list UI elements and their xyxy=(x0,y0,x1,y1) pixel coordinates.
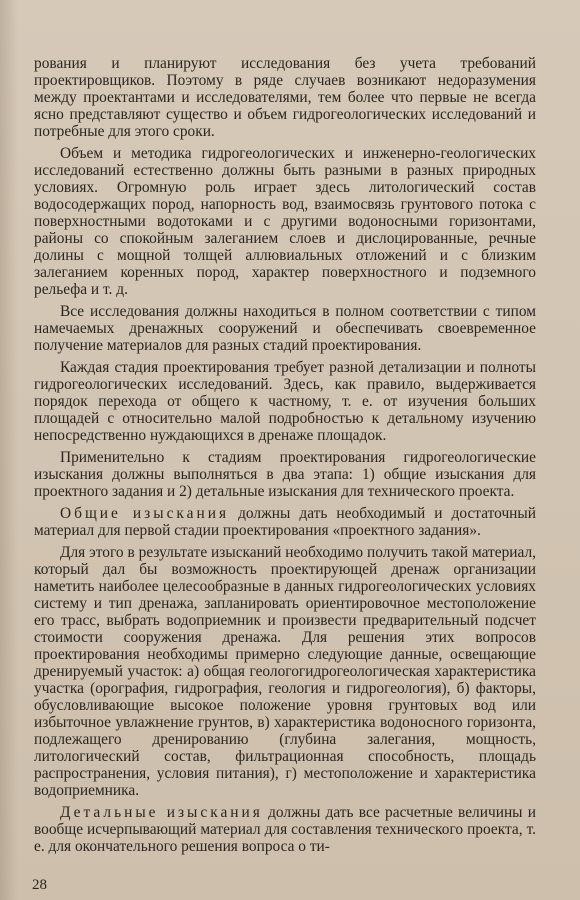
page-number: 28 xyxy=(32,877,47,893)
paragraph-6-text: должны дать необходимый и достаточный материал для первой стадии проектирования «проектного задания». xyxy=(34,505,536,539)
paragraph-7-text: Для этого в результате изысканий необходимо получить такой материал, который дал бы возможность проектирующей дренаж организации наметить наиболее целесообразные в данных гидрогеологических условиях систему и тип дренажа, запланировать ориентировочное местоположение его трасс, выбрать водоприемник и произвести предварительный подсчет стоимости сооружения дренажа. Для решения этих вопросов проектирования необходимы примерно следующие данные, освещающие дренируемый участок: а) общая геологогидрогеологическая характеристика участка (орография, гидрография, геология и гидрогеология), б) факторы, обусловливающие высокое положение уровня грунтовых вод или избыточное увлажнение грунтов, в) характеристика водоносного горизонта, подлежащего дренированию (глубина залегания, мощность, литологический состав, фильтрационная способность, площадь распространения, условия питания), г) местоположение и характеристика водоприемника. xyxy=(34,544,536,799)
paragraph-6-lead: Общие изыскания xyxy=(60,505,230,522)
paragraph-8-lead: Детальные изыскания xyxy=(60,804,263,821)
paragraph-7 xyxy=(34,544,536,799)
paragraph-3-text: Все исследования должны находиться в полном соответствии с типом намечаемых дренажных сооружений и обеспечивать своевременное получение материалов для разных стадий проектирования. xyxy=(34,303,536,354)
paragraph-1-text: рования и планируют исследования без учета требований проектировщиков. Поэтому в ряде случаев возникают недоразумения между проектантами и исследователями, тем более что первые не всегда ясно представляют существо и объем гидрогеологических исследований и потребные для этого сроки. xyxy=(34,55,536,140)
paragraph-1 xyxy=(34,55,536,140)
paragraph-5-text: Применительно к стадиям проектирования гидрогеологические изыскания должны выполняться в два этапа: 1) общие изыскания для проектного задания и 2) детальные изыскания для технического проекта. xyxy=(34,449,536,500)
paragraph-6 xyxy=(34,505,536,539)
paragraph-8-text: должны дать все расчетные величины и вообще исчерпывающий материал для составления технического проекта, т. е. для окончательного решения вопроса о ти- xyxy=(34,804,536,855)
paragraph-4 xyxy=(34,359,536,444)
paragraph-4-text: Каждая стадия проектирования требует разной детализации и полноты гидрогеологических исследований. Здесь, как правило, выдерживается порядок перехода от общего к частному, т. е. от изучения больших площадей с относительно малой подробностью к детальному изучению непосредственно нуждающихся в дренаже площадок. xyxy=(34,359,536,444)
paragraph-2-text: Объем и методика гидрогеологических и инженерно-геологических исследований естественно должны быть разными в разных природных условиях. Огромную роль играет здесь литологический состав водосодержащих пород, напорность вод, взаимосвязь грунтового потока с поверхностными водотоками и с другими водоносными горизонтами, районы со спокойным залеганием слоев и дислоцированные, речные долины с мощной толщей аллювиальных отложений и с близким залеганием коренных пород, характер поверхностного и подземного рельефа и т. д. xyxy=(34,145,536,298)
paragraph-8 xyxy=(34,804,536,855)
paragraph-3 xyxy=(34,303,536,354)
paragraph-5 xyxy=(34,449,536,500)
paragraph-2 xyxy=(34,145,536,298)
